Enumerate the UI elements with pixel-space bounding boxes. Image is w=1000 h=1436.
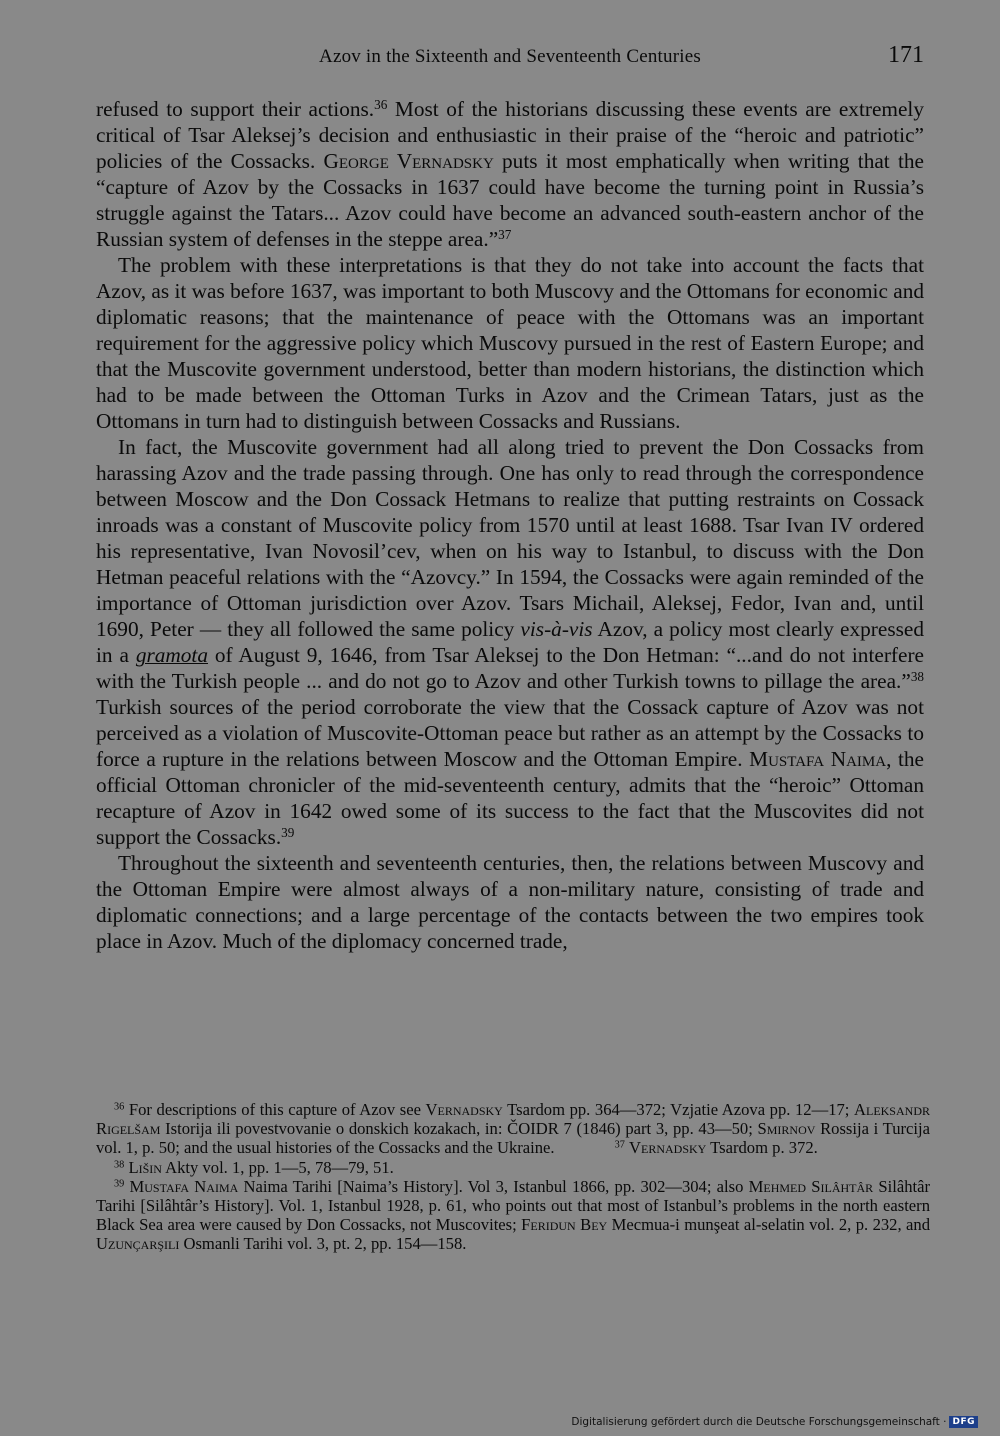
author-name: Uzunçarşili	[96, 1234, 180, 1254]
text-run: Naima Tarihi [Naima’s History]. Vol 3, Istanbul 1866, pp. 302—304; also	[238, 1176, 749, 1196]
page-number: 171	[888, 42, 924, 68]
footnote-ref-37: 37	[498, 226, 512, 242]
footnote-39	[96, 1177, 930, 1254]
footnote-38	[96, 1158, 930, 1177]
footnote-ref-39: 39	[281, 824, 295, 840]
footnote-36	[96, 1100, 930, 1158]
dfg-logo: DFG	[949, 1416, 978, 1428]
text-run: Tsardom pp. 364—372; Vzjatie Azova pp. 12—17;	[502, 1100, 854, 1119]
text-run: of August 9, 1646, from Tsar Aleksej to the Don Hetman: “...and do not interfere with the Turkish people ... and do not go to Azov and other Turkish towns to pillage the area.”	[96, 643, 924, 693]
text-run: Silâhtâr Tarihi [Silâhtâr’s History]. Vol. 1, Istanbul 1928, p. 61, who points out that most of Istanbul’s problems in the north eastern Black Sea area were caused by Don Cossacks, not Muscovites;	[96, 1176, 931, 1235]
text-run: Mecmua-i munşeat al-selatin vol. 2, p. 232, and	[607, 1215, 930, 1235]
text-run: puts it most emphatically when writing that the “capture of Azov by the Cossacks in 1637 could have become the turning point in Russia’s struggle against the Tatars... Azov could have become an advanced south-eastern anchor of the Russian system of defenses in the steppe area.”	[96, 149, 924, 251]
author-name: Aleksandr Rigelšam	[96, 1100, 930, 1139]
text-run: Tsardom p. 372.	[706, 1138, 818, 1158]
paragraph-3	[96, 434, 924, 850]
paragraph-4: Throughout the sixteenth and seventeenth centuries, then, the relations between Muscovy and the Ottoman Empire were almost always of a non-military nature, consisting of trade and diplomatic connections; and a large percentage of the contacts between the two empires took place in Azov. Much of the diplomacy concerned trade,	[96, 851, 924, 953]
italic-term: gramota	[135, 643, 208, 667]
paragraph-1	[96, 96, 924, 252]
footnote-marker: 39	[114, 1178, 125, 1190]
footnote-marker: 37	[614, 1139, 625, 1151]
paragraph-2: The problem with these interpretations is that they do not take into account the facts that Azov, as it was before 1637, was important to both Muscovy and the Ottomans for economic and diplomatic reasons; that the maintenance of peace with the Ottomans was an important requirement for the aggressive policy which Muscovy pursued in the rest of Eastern Europe; and that the Muscovite government understood, better than modern historians, the distinction which had to be made between the Ottoman Turks in Azov and the Crimean Tatars, just as the Ottomans in turn had to distinguish between Cossacks and Russians.	[96, 253, 924, 433]
author-name: Feridun Bey	[521, 1215, 608, 1235]
text-run: For descriptions of this capture of Azov see	[124, 1100, 426, 1119]
author-name: Vernadsky	[629, 1138, 707, 1158]
footnote-ref-38: 38	[910, 668, 924, 684]
italic-term: vis-à-vis	[520, 617, 593, 641]
text-run: Osmanli Tarihi vol. 3, pt. 2, pp. 154—158.	[179, 1234, 467, 1254]
author-name: Lišin	[128, 1157, 162, 1177]
footnote-ref-36: 36	[374, 96, 388, 112]
body-text	[96, 96, 924, 954]
text-run: Most of the historians discussing these events are extremely critical of Tsar Aleksej’s decision and enthusiastic in their praise of the “heroic and patriotic” policies of the Cossacks.	[96, 97, 924, 173]
text-run: , the official Ottoman chronicler of the mid-seventeenth century, admits that the “heroic” Ottoman recapture of Azov in 1642 owed some of its success to the fact that the Muscovites did not support the Cossacks.	[96, 747, 924, 849]
running-title: Azov in the Sixteenth and Seventeenth Centuries	[319, 46, 701, 67]
author-name: George Vernadsky	[323, 149, 494, 173]
text-run: Istorija ili povestvovanie o donskich kozakach, in: ČOIDR 7 (1846) part 3, pp. 43—50;	[160, 1119, 758, 1139]
footnote-marker: 38	[114, 1158, 125, 1170]
author-name: Mustafa Naima	[129, 1176, 239, 1196]
text-run: Akty vol. 1, pp. 1—5, 78—79, 51.	[161, 1157, 394, 1177]
running-head	[96, 44, 924, 72]
author-name: Mustafa Naima	[749, 747, 887, 771]
footnotes	[96, 1100, 930, 1254]
text-run: In fact, the Muscovite government had all along tried to prevent the Don Cossacks from harassing Azov and the trade passing through. One has only to read through the correspondence between Moscow and the Don Cossack Hetmans to realize that putting restraints on Cossack inroads was a constant of Muscovite policy from 1570 until at least 1688. Tsar Ivan IV ordered his representative, Ivan Novosil’cev, when on his way to Istanbul, to discuss with the Don Hetman peaceful relations with the “Azovcy.” In 1594, the Cossacks were again reminded of the importance of Ottoman jurisdiction over Azov. Tsars Michail, Aleksej, Fedor, Ivan and, until 1690, Peter — they all followed the same policy	[96, 435, 924, 641]
text-run: refused to support their actions.	[96, 97, 375, 121]
text-run: Turkish sources of the period corroborate the view that the Cossack capture of Azov was not perceived as a violation of Muscovite-Ottoman peace but rather as an attempt by the Cossacks to force a rupture in the relations between Moscow and the Ottoman Empire.	[96, 695, 924, 771]
author-name: Mehmed Silâhtâr	[748, 1176, 874, 1196]
digitization-credit	[571, 1416, 978, 1428]
footnote-marker: 36	[114, 1101, 125, 1113]
text-run: Azov, a policy most clearly expressed in a	[96, 617, 924, 667]
text-run: Rossija i Turcija vol. 1, p. 50; and the usual histories of the Cossacks and the Ukraine.	[96, 1119, 930, 1158]
author-name: Vernadsky	[425, 1100, 503, 1119]
author-name: Smirnov	[757, 1119, 816, 1139]
credit-text: Digitalisierung gefördert durch die Deutsche Forschungsgemeinschaft ·	[571, 1416, 947, 1428]
